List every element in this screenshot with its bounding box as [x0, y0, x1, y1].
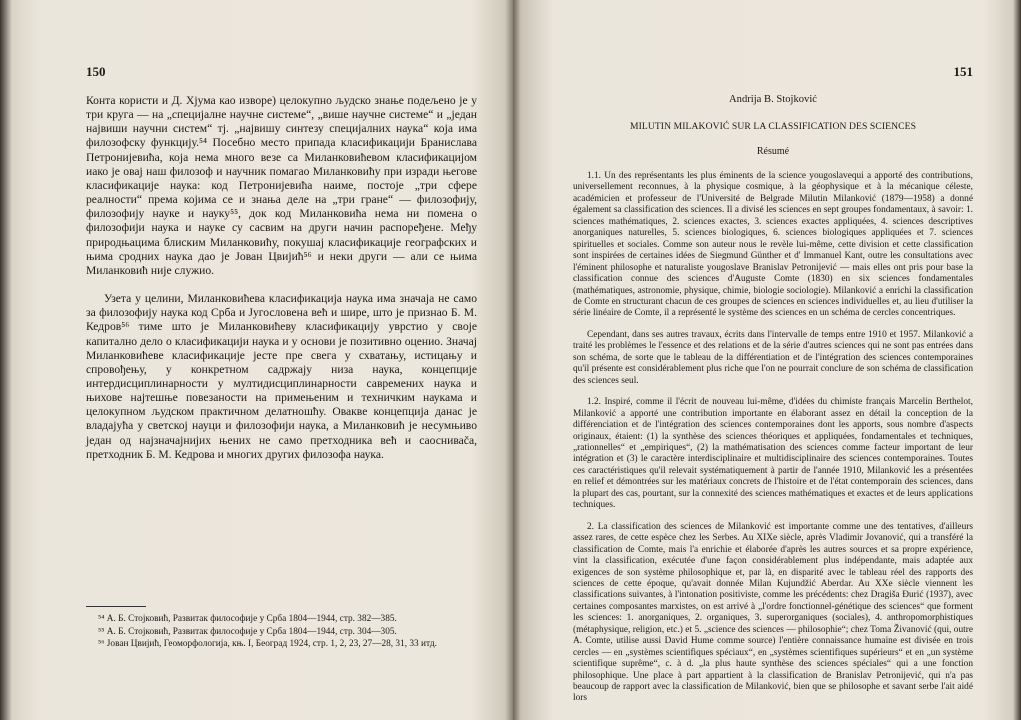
paragraph: Узета у целини, Миланковићева класификација наука има значаја не само за филозофију наука код Срба и Југословена већ и шире, што је признао Б. М. Кедров⁵⁶ тиме што је Миланковићеву класификацију уврстио у своје капитално дело о класификацији наука и у основи је позитивно оценио. Значај Миланковићеве класификације јесте пре свега у схватању, истицању и спровођењу, у конкретном садржају низа наука, концепције интердисциплинарности у мултидисциплинарности савремених наука и њихове најтешње повезаности на примењеним и техничким наукама и целокупном људском практичном делатношћу. Овакве концепција данас је владајућа у светској науци и филозофији наука, а Миланковић је несумњиво један од најзначајнијих њених не само претходника већ и саосниваča, претходник Б. М. Кедрова и многих других филозофа наука.	[86, 292, 477, 461]
paragraph: Конта користи и Д. Хјума као изворе) целокупно људско знање подељено је у три круга — на „специјалне научне системе“, „више научне системе“ и „један највиши научни систем“ тј. „највишу синтезу специјалних наука“ која има филозофску функцију.⁵⁴ Посебно место припада класификацији Бранислава Петронијевића, која нема много везе са Миланковићевом класификацијом иако је овај наш филозоф и научник помагао Миланковићу при изради његове класификације наука: код Петронијевића наиме, постоје „три сфере реалности“ према којима се и знања деле на „три гране“ — филозофију, филозофију науке и науку⁵⁵, док код Миланковића нема ни помена о филозофији наука и науке су сасвим на други начин распоређене. Међу природњацима блиским Миланковићу, покушај класификације географских и њима сродних наука дао је Јован Цвијић⁵⁶ и неки други — али се њима Миланковић није служио.	[86, 94, 477, 277]
footnote-rule	[86, 606, 146, 607]
author: Andrija B. Stojković	[729, 94, 817, 105]
paragraph: Cependant, dans ses autres travaux, écrits dans l'intervalle de temps entre 1910 et 1957. Milanković a traité les problèmes le l'essence et des relations et de la série d'autres sciences qui ne sont pas entrées dans son schéma, de sorte que le tableau de la différentiation et de l'intégration des sciences contemporaines qu'il présente est considérablement plus riche que l'on ne pourrait conclure de son schéma de classification des sciences seul.	[573, 329, 973, 386]
body-text	[573, 171, 973, 705]
footnote: ⁵⁴ А. Б. Стојковић, Развитак философије у Срба 1804—1944, стр. 382—385.	[98, 614, 397, 624]
paragraph: 1.1. Un des représentants les plus éminents de la science yougoslavequi a apporté des contributions, universellement reconnues, à la physique cosmique, à la géophysique et à la mécanique céleste, académicien et professeur de l'Université de Belgrade Milutin Milanković (1879—1958) a donné également sa classification des sciences. Il a divisé les sciences en sept groupes fondamentaux, à savoir: 1. sciences mathématiques, 2. sciences exactes, 3. sciences exactes appliquées, 4. sciences descriptives anorganiques naturelles, 5. sciences biologiques, 6. sciences biologiques appliquées et 7. sciences spirituelles et sociales. Comme son auteur nous le revèle lui-même, cette division et cette classification sont inspirées de certaines idées de Siegmund Günther et d' Immanuel Kant, outre les consultations avec l'éminent philosophe et naturaliste yougoslave Branislav Petronijević — mais elles ont pris pour base la classification connue des sciences d'Auguste Comte (1830) en six sciences fondamentales (mathématiques, astronomie, physique, chimie, biologie sociologie). Milanković a enrichi la classification de Comte en structurant chacun de ces groupes de sciences en sciences individuelles et, au lieu d'utiliser la série linéaire de Comte, il a représenté le système des sciences en un schéma de cercles concentriques.	[573, 171, 973, 319]
footnote: ⁵⁵ А. Б. Стојковић, Развитак философије у Срба 1804—1944, стр. 304—305.	[98, 626, 397, 637]
body-text	[86, 94, 477, 462]
footnote: ⁵⁶ Јован Цвијић, Геоморфологија, књ. I, Београд 1924, стр. 1, 2, 23, 27—28, 31, 33 итд.	[98, 639, 437, 650]
right-page	[513, 0, 1021, 720]
article-title: MILUTIN MILAKOVIĆ SUR LA CLASSIFICATION DES SCIENCES	[629, 121, 917, 132]
footnotes	[86, 606, 477, 651]
page-number: 151	[953, 64, 973, 79]
paragraph: 1.2. Inspiré, comme il l'écrit de nouveau lui-même, d'idées du chimiste français Marcelin Berthelot, Milanković a apporté une contribution importante en élaborant assez en détail la conception de la différenciation et de l'intégration des sciences contemporaines dont les apports, sous nombre d'aspects originaux, étaient: (1) la synthèse des sciences théoriques et appliquées, fondamentales et techniques, „rationnelles“ et „empiriques“, (2) la mathématisation des sciences comme facteur important de leur intégration et (3) le caractère interdisciplinaire et multidisciplinaire des sciences contemporaines. Toutes ces caractéristiques qu'il relevait systématiquement à partir de l'année 1910, Milanković les a présentées en relief et démontrées sur les matériaux concrets de l'histoire et de l'état contemporain des sciences, dans la plupart des cas, pourtant, sur la connexité des sciences mathématiques et exactes et de leurs applications techniques.	[573, 397, 973, 511]
section-heading: Résumé	[756, 146, 790, 157]
page-number: 150	[86, 64, 106, 79]
paragraph: 2. La classification des sciences de Milanković est importante comme une des tentatives, d'ailleurs assez rares, de cette espèce chez les Serbes. Au XIXe siècle, après Vladimir Jovanović, qui a transféré la classification de Comte, mais l'a enrichie et élaborée d'après les autres sources et sa propre expérience, vint la classification, exécutée d'une façon considérablement plus indépendante, mais adaptée aux exigences de son système philosophique et, par là, en disparité avec le tableau réel des rapports des sciences de cette époque, qu'avait donnée Milan Kujundžić Aberdar. Au XXe siècle viennent les classifications suivantes, à l'intonation positiviste, comme les précédents: chez Dragiša Đurić (1937), avec certaines composantes marxistes, on est arrivé à „l'ordre fonctionnel-génétique des sciences“ que forment les sciences: 1. anorganiques, 2. organiques, 3. superorganiques (sociales), 4. anthropomorphistiques (métaphysique, religion, etc.) et 5. „science des sciences — philosophie“; chez Toma Živanović (qui, outre A. Comte, utilise aussi David Hume comme source) l'entière connaissance humaine est divisée en trois cercles — en „systèmes scientifiques spéciaux“, en „systèmes scientifiques supérieurs“ et en „un système scientifique suprême“, c. à d. „la plus haute synthèse des sciences spéciales“ qui a une fonction philosophique. Une place à part appartient à la classification de Branislav Petronijević, qui n'a pas beaucoup de rapport avec la classification de Milanković, bien que se philosophe et savant serbe l'ait aidé lors	[573, 521, 973, 704]
